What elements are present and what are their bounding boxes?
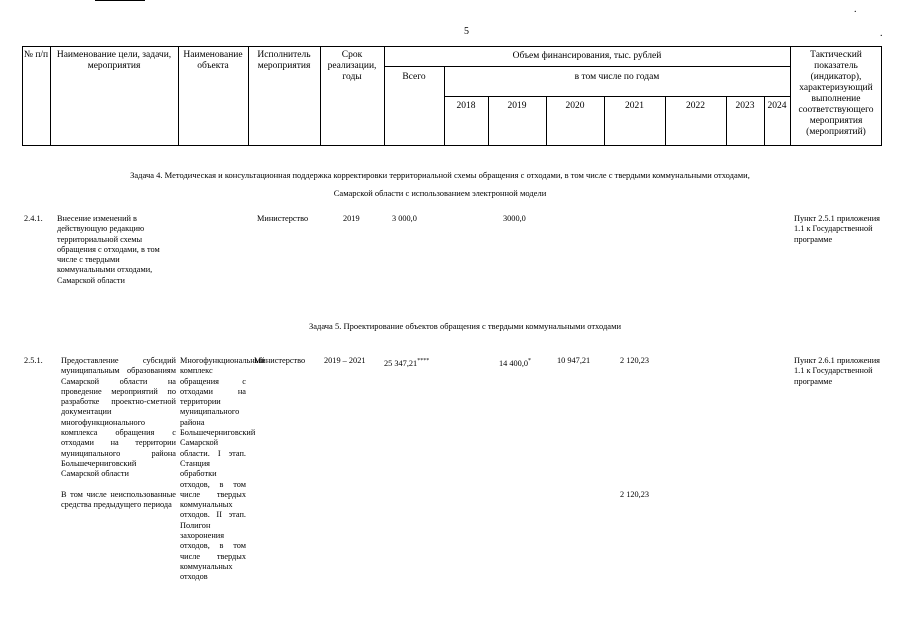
task5-title: Задача 5. Проектирование объектов обращения с твердыми коммунальными отходами	[308, 321, 622, 331]
row-2-4-1-indicator: Пункт 2.5.1 приложения 1.1 к Государственной программе	[794, 214, 880, 244]
col-term-header: Срок реализации, годы	[327, 50, 377, 82]
year-header: 2018	[456, 101, 476, 111]
page-number: 5	[464, 26, 469, 37]
row-2-5-1-name-unused-funds: В том числе неиспользованные средства предыдущего периода	[61, 490, 176, 510]
row-2-4-1-executor: Министерство	[257, 214, 309, 223]
col-num-header: № п/п	[23, 50, 49, 60]
year-header: 2019	[507, 101, 527, 111]
task4-title-line1: Задача 4. Методическая и консультационная поддержка корректировки территориальной схемы обращения с отходами, в том числе с твердыми коммунальными отходами,	[130, 170, 750, 180]
col-funding-header: Объем финансирования, тыс. рублей	[512, 51, 662, 61]
row-2-5-1-indicator: Пункт 2.6.1 приложения 1.1 к Государственной программе	[794, 356, 880, 386]
year-header: 2023	[735, 101, 755, 111]
row-2-5-1-2019-cell	[499, 356, 531, 369]
year-header: 2020	[565, 101, 585, 111]
row-2-5-1-2021: 2 120,23	[620, 356, 650, 365]
row-2-5-1-2019-mark: *	[528, 358, 532, 364]
row-2-4-1-total: 3 000,0	[392, 214, 417, 223]
task4-title-line2: Самарской области с использованием электронной модели	[333, 188, 547, 198]
row-2-5-1-name: Предоставление субсидий муниципальным образованиям Самарской области на проведение мероприятий по разработке проектно-сметной документации многофункционального комплекса обращения с отходами на территории муниципального района Большечерниговский Самарской области	[61, 356, 176, 479]
row-2-5-1-total-mark: ****	[417, 358, 430, 364]
col-total-header: Всего	[402, 72, 426, 82]
top-rule	[95, 0, 145, 1]
row-2-4-1-2019: 3000,0	[503, 214, 526, 223]
row-2-5-1-object: Многофункциональный комплекс обращения с отходами на территории муниципального района Большечерниговский Самарской области. I этап. Станция обработки отходов, в том числе твердых коммунальных отходов. II этап. Полигон захоронения отходов, в том числе твердых коммунальных отходов	[180, 356, 265, 582]
col-executor-header: Исполнитель мероприятия	[257, 50, 311, 71]
row-2-5-1-2019: 14 400,0	[499, 358, 529, 368]
year-header: 2024	[767, 101, 787, 111]
row-2-5-1-term: 2019 – 2021	[324, 356, 366, 365]
table-header	[22, 46, 882, 146]
col-by-years-header: в том числе по годам	[574, 72, 660, 82]
year-header: 2022	[686, 101, 705, 111]
row-2-5-1-num: 2.5.1.	[24, 356, 43, 365]
row-2-4-1-term: 2019	[343, 214, 360, 223]
col-indicator-header: Тактический показатель (индикатор), характеризующий выполнение соответствующего мероприятия (мероприятий)	[798, 50, 874, 137]
row-2-5-1-2020: 10 947,21	[557, 356, 591, 365]
row-2-5-1-total-cell	[384, 356, 429, 369]
row-2-5-1-2021-unused: 2 120,23	[620, 490, 650, 499]
row-2-4-1-name: Внесение изменений в действующую редакцию территориальной схемы обращения с отходами, в том числе с твердыми коммунальными отходами, Самарской области	[57, 214, 160, 285]
row-2-5-1-executor: Министерство	[254, 356, 306, 365]
col-goal-header: Наименование цели, задачи, мероприятия	[56, 50, 172, 71]
speck: .	[880, 28, 883, 39]
speck: .	[854, 4, 857, 15]
year-header: 2021	[625, 101, 644, 111]
col-object-header: Наименование объекта	[183, 50, 243, 71]
row-2-5-1-total: 25 347,21	[384, 358, 418, 368]
row-2-4-1-num: 2.4.1.	[24, 214, 43, 223]
